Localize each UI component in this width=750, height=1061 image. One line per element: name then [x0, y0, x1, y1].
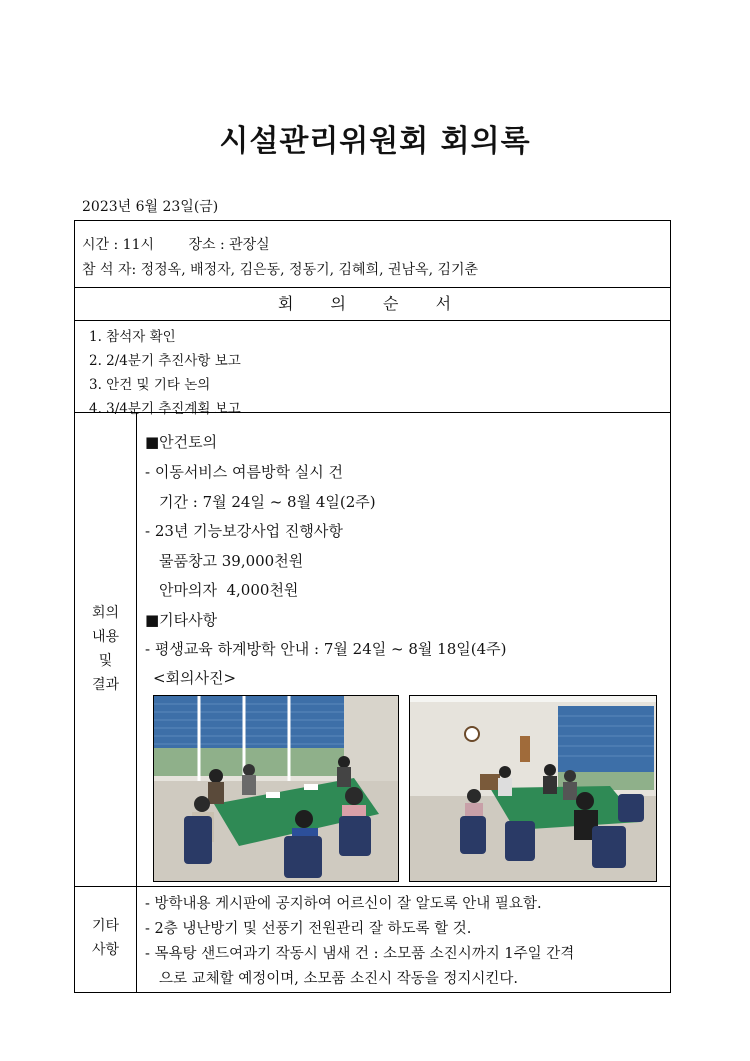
section-heading: ■안건토의	[145, 433, 218, 451]
document-title: 시설관리위원회 회의록	[219, 124, 531, 159]
agenda-item: 1. 참석자 확인	[89, 329, 176, 345]
other-line: - 목욕탕 샌드여과기 작동시 냄새 건 : 소모품 소진시까지 1주일 간격	[145, 946, 575, 962]
result-line: 물품창고 39,000천원	[159, 552, 304, 570]
agenda-header: 회 의 순 서	[277, 294, 468, 313]
other-line: - 방학내용 게시판에 공지하여 어르신이 잘 알도록 안내 필요함.	[145, 896, 542, 912]
other-line: - 2층 냉난방기 및 선풍기 전원관리 잘 하도록 할 것.	[145, 921, 472, 937]
minutes-table	[74, 220, 671, 993]
other-line: 으로 교체할 예정이며, 소모품 소진시 작동을 정지시킨다.	[159, 971, 519, 987]
column-divider	[136, 412, 137, 992]
section-heading: ■기타사항	[145, 611, 218, 629]
label-line: 결과	[91, 677, 120, 693]
meeting-photo-2	[409, 695, 657, 882]
meeting-place: 장소 : 관장실	[188, 237, 270, 253]
agenda-item: 4. 3/4분기 추진계획 보고	[89, 401, 241, 417]
divider	[75, 412, 670, 413]
label-line: 내용	[91, 629, 120, 645]
meeting-photo-1	[153, 695, 399, 882]
photo-caption: <회의사진>	[153, 669, 237, 687]
label-line: 기타	[91, 918, 120, 934]
result-line: 기간 : 7월 24일 ~ 8월 4일(2주)	[159, 493, 376, 511]
meeting-time: 시간 : 11시	[82, 237, 155, 253]
divider	[75, 886, 670, 887]
result-line: - 이동서비스 여름방학 실시 건	[145, 463, 344, 481]
attendees: 참 석 자: 정정옥, 배정자, 김은동, 정동기, 김혜희, 권남옥, 김기춘	[82, 262, 479, 278]
meeting-photo-1-image	[154, 696, 398, 881]
agenda-item: 2. 2/4분기 추진사항 보고	[89, 353, 241, 369]
result-line: 안마의자 4,000천원	[159, 581, 299, 599]
label-line: 및	[98, 653, 113, 669]
meeting-photo-2-image	[410, 696, 656, 881]
other-label	[75, 914, 136, 962]
results-label	[75, 601, 136, 697]
divider	[75, 320, 670, 321]
meeting-date: 2023년 6월 23일(금)	[82, 199, 219, 215]
agenda-item: 3. 안건 및 기타 논의	[89, 377, 211, 393]
result-line: - 평생교육 하계방학 안내 : 7월 24일 ~ 8월 18일(4주)	[145, 640, 507, 658]
label-line: 회의	[91, 605, 120, 621]
time-place-row	[82, 234, 270, 254]
result-line: - 23년 기능보강사업 진행사항	[145, 522, 343, 540]
label-line: 사항	[91, 942, 120, 958]
